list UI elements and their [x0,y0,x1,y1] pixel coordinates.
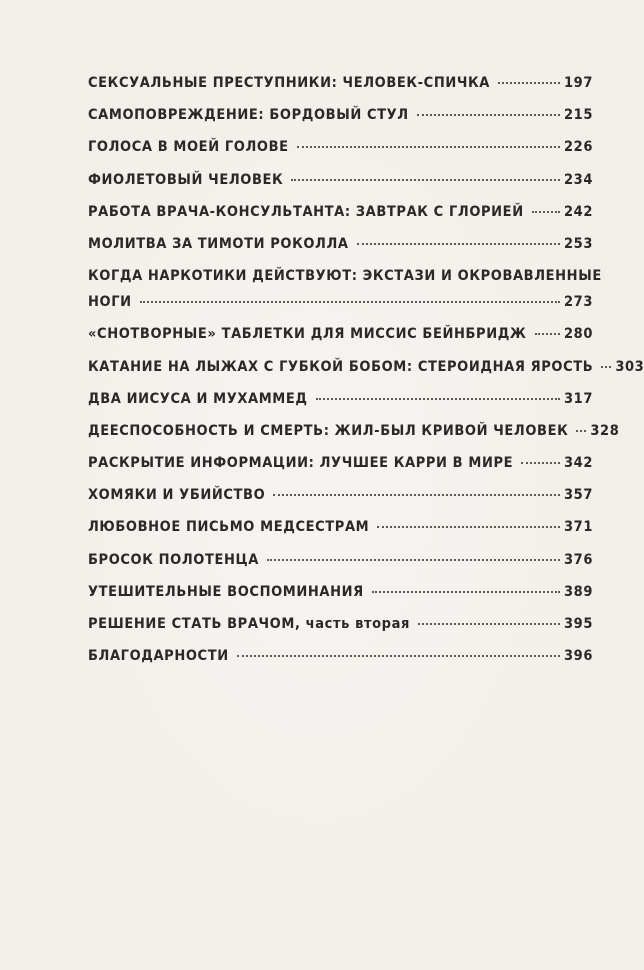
toc-entry-title [88,614,410,634]
toc-entry [88,611,593,643]
dot-leader [601,366,611,368]
toc-entry-page: 395 [563,616,593,632]
toc-entry-title: «СНОТВОРНЫЕ» ТАБЛЕТКИ ДЛЯ МИССИС БЕЙНБРИДЖ [88,326,527,343]
toc-entry-page: 389 [563,583,593,600]
toc-entry [88,102,593,134]
dot-leader [418,623,560,625]
toc-entry-title: ДВА ИИСУСА И МУХАММЕД [88,390,308,407]
toc-entry-title: ЛЮБОВНОЕ ПИСЬМО МЕДСЕСТРАМ [88,519,370,536]
toc-entry-title-main: РЕШЕНИЕ СТАТЬ ВРАЧОМ, [88,616,301,632]
toc-entry [88,579,593,611]
toc-entry-title: УТЕШИТЕЛЬНЫЕ ВОСПОМИНАНИЯ [88,583,364,600]
toc-entry-page: 357 [563,487,593,504]
toc-entry-title: РАСКРЫТИЕ ИНФОРМАЦИИ: ЛУЧШЕЕ КАРРИ В МИРЕ [88,455,514,472]
toc-entry [88,199,593,231]
toc-entry-page: 396 [563,648,593,665]
toc-entry-page: 197 [563,75,593,91]
dot-leader [316,398,560,400]
toc-entry-page: 226 [563,139,593,156]
toc-entry [88,321,593,353]
toc-entry [88,643,593,675]
toc-entry-page: 317 [563,390,593,407]
toc-entry-page: 273 [563,294,593,311]
toc-entry [88,482,593,514]
dot-leader [535,333,560,335]
toc-entry [88,263,602,321]
toc-entry-title: ДЕЕСПОСОБНОСТЬ И СМЕРТЬ: ЖИЛ-БЫЛ КРИВОЙ ЧЕЛОВЕК [88,422,569,439]
dot-leader [267,559,560,561]
dot-leader [417,114,560,116]
dot-leader [377,526,560,528]
toc-entry-title-continued: НОГИ [88,294,132,311]
toc-entry-title: ГОЛОСА В МОЕЙ ГОЛОВЕ [88,139,289,156]
toc-entry [88,418,620,450]
toc-entry-page: 376 [563,551,593,568]
toc-entry-page: 234 [563,171,593,188]
dot-leader [237,655,560,657]
toc-entry-title: ХОМЯКИ И УБИЙСТВО [88,487,266,504]
toc-entry-title: БЛАГОДАРНОСТИ [88,648,229,665]
toc-entry-page: 280 [563,326,593,343]
dot-leader [498,82,560,84]
toc-entry-page: 215 [563,107,593,124]
dot-leader [532,211,560,213]
toc-entry [88,134,593,166]
dot-leader [576,430,586,432]
dot-leader [372,591,560,593]
toc-entry-title: СЕКСУАЛЬНЫЕ ПРЕСТУПНИКИ: ЧЕЛОВЕК-СПИЧКА [88,75,490,91]
toc-entry [88,167,593,199]
toc-entry [88,514,593,546]
toc-entry-title: БРОСОК ПОЛОТЕНЦА [88,551,259,568]
dot-leader [297,146,560,148]
dot-leader [521,462,560,464]
toc-entry [88,70,593,102]
toc-entry [88,450,593,482]
table-of-contents [88,70,644,675]
toc-entry-page: 242 [563,203,593,220]
toc-entry [88,231,593,263]
toc-entry-title-tail: часть вторая [300,616,410,632]
toc-entry-title: МОЛИТВА ЗА ТИМОТИ РОКОЛЛА [88,235,349,252]
dot-leader [291,179,560,181]
toc-entry-title: КОГДА НАРКОТИКИ ДЕЙСТВУЮТ: ЭКСТАЗИ И ОКРОВАВЛЕННЫЕ [88,268,602,285]
toc-entry-title: РАБОТА ВРАЧА-КОНСУЛЬТАНТА: ЗАВТРАК С ГЛОРИЕЙ [88,203,524,220]
toc-entry-page: 342 [563,455,593,472]
toc-entry-page: 303 [615,358,644,375]
toc-entry-page: 371 [563,519,593,536]
dot-leader [140,301,560,303]
toc-entry [88,386,593,418]
toc-entry [88,547,593,579]
toc-entry-title: КАТАНИЕ НА ЛЫЖАХ С ГУБКОЙ БОБОМ: СТЕРОИДНАЯ ЯРОСТЬ [88,358,594,375]
toc-entry-title: ФИОЛЕТОВЫЙ ЧЕЛОВЕК [88,171,284,188]
toc-entry [88,354,644,386]
toc-entry-title: САМОПОВРЕЖДЕНИЕ: БОРДОВЫЙ СТУЛ [88,107,409,124]
dot-leader [273,494,560,496]
toc-entry-page: 328 [590,422,620,439]
toc-entry-page: 253 [563,235,593,252]
dot-leader [357,243,560,245]
